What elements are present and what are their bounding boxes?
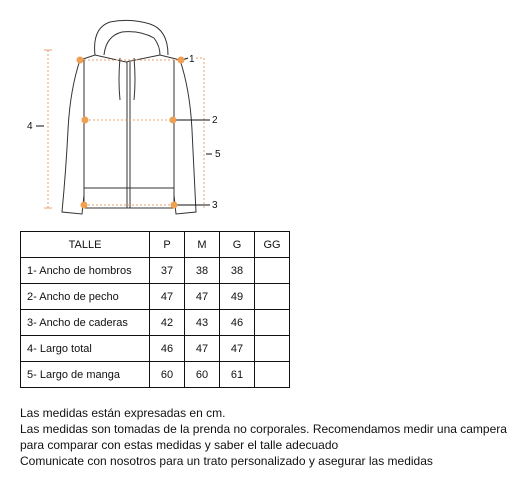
cell-m: 47 — [185, 284, 220, 310]
cell-g: 49 — [220, 284, 255, 310]
header-gg: GG — [255, 232, 290, 258]
table-row — [21, 310, 290, 336]
row-label: 5- Largo de manga — [21, 362, 150, 388]
hoodie-outline — [62, 20, 196, 214]
row-label: 2- Ancho de pecho — [21, 284, 150, 310]
row-label: 1- Ancho de hombros — [21, 258, 150, 284]
cell-g: 47 — [220, 336, 255, 362]
table-header-row — [21, 232, 290, 258]
cell-gg — [255, 258, 290, 284]
cell-m: 38 — [185, 258, 220, 284]
header-talle: TALLE — [21, 232, 150, 258]
cell-p: 42 — [150, 310, 185, 336]
header-g: G — [220, 232, 255, 258]
note-garment: Las medidas son tomadas de la prenda no corporales. Recomendamos medir una campera para comparar con estas medidas y saber el talle adecuado — [20, 422, 507, 452]
cell-p: 46 — [150, 336, 185, 362]
measurement-guides — [48, 50, 204, 208]
marker-2: 2 — [212, 115, 218, 126]
table-row — [21, 362, 290, 388]
note-contact: Comunicate con nosotros para un trato personalizado y asegurar las medidas — [20, 454, 433, 468]
cell-g: 46 — [220, 310, 255, 336]
cell-m: 43 — [185, 310, 220, 336]
cell-g: 38 — [220, 258, 255, 284]
cell-p: 60 — [150, 362, 185, 388]
header-m: M — [185, 232, 220, 258]
table-row — [21, 336, 290, 362]
cell-gg — [255, 362, 290, 388]
marker-4: 4 — [27, 121, 33, 132]
note-units: Las medidas están expresadas en cm. — [20, 406, 226, 420]
hoodie-measurement-diagram — [0, 0, 521, 225]
size-table — [20, 231, 290, 388]
cell-p: 47 — [150, 284, 185, 310]
measurement-notes — [20, 405, 515, 469]
cell-gg — [255, 336, 290, 362]
marker-3: 3 — [212, 200, 218, 211]
table-row — [21, 284, 290, 310]
cell-m: 60 — [185, 362, 220, 388]
marker-1: 1 — [189, 54, 195, 65]
table-row — [21, 258, 290, 284]
cell-gg — [255, 310, 290, 336]
cell-m: 47 — [185, 336, 220, 362]
row-label: 3- Ancho de caderas — [21, 310, 150, 336]
cell-g: 61 — [220, 362, 255, 388]
cell-p: 37 — [150, 258, 185, 284]
header-p: P — [150, 232, 185, 258]
row-label: 4- Largo total — [21, 336, 150, 362]
marker-5: 5 — [215, 149, 221, 160]
cell-gg — [255, 284, 290, 310]
